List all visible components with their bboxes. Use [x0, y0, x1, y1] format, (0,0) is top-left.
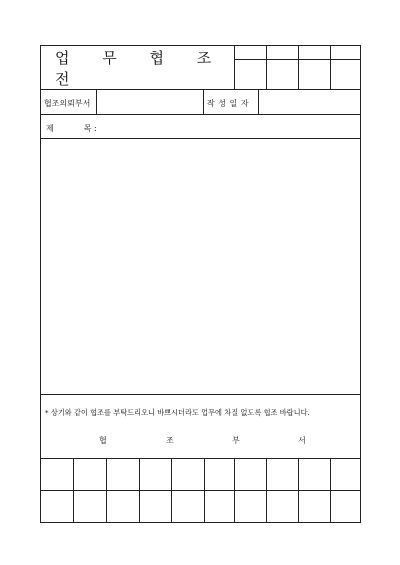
coop-dept-char-4: 서 [298, 436, 306, 445]
cooperation-request-form [40, 45, 361, 523]
date-label-left-border [203, 89, 204, 114]
signature-grid-col [298, 458, 299, 523]
date-label: 작 성 일 자 [207, 99, 250, 108]
subject-label-b: 목 : [83, 124, 97, 133]
approval-grid-col-divider [298, 46, 299, 89]
signature-grid-col [234, 458, 235, 523]
requesting-dept-divider [96, 89, 97, 114]
signature-grid-col [139, 458, 140, 523]
subject-field[interactable] [103, 117, 358, 136]
signature-grid-col [73, 458, 74, 523]
date-label-right-border [258, 89, 259, 114]
divider-subject-top [41, 114, 361, 115]
body-text-area[interactable] [45, 142, 357, 392]
requesting-dept-field[interactable] [99, 92, 201, 111]
signature-grid-col [204, 458, 205, 523]
signature-grid-col [266, 458, 267, 523]
signature-grid-col [330, 458, 331, 523]
approval-grid-left-border [234, 46, 235, 89]
divider-title-bottom [41, 89, 361, 90]
approval-grid-col-divider [330, 46, 331, 89]
signature-grid-col [106, 458, 107, 523]
date-field[interactable] [261, 92, 358, 111]
form-title: 업 무 협 조 전 [55, 48, 226, 88]
subject-label [46, 123, 97, 134]
coop-dept-char-1: 협 [99, 436, 107, 445]
requesting-dept-label: 협조의뢰부서 [44, 99, 91, 108]
coop-dept-char-3: 부 [232, 436, 240, 445]
approval-grid-col-divider [266, 46, 267, 89]
divider-body-top [41, 138, 361, 139]
request-note: * 상기와 같이 협조를 부탁드리오니 바쁘시더라도 업무에 차질 없도록 협조 바랍니다. [45, 408, 310, 417]
divider-note-top [41, 394, 361, 395]
coop-dept-char-2: 조 [166, 436, 174, 445]
signature-grid-middle [41, 490, 361, 491]
signature-grid-col [171, 458, 172, 523]
subject-label-a: 제 [46, 124, 54, 133]
signature-grid-top [41, 458, 361, 459]
